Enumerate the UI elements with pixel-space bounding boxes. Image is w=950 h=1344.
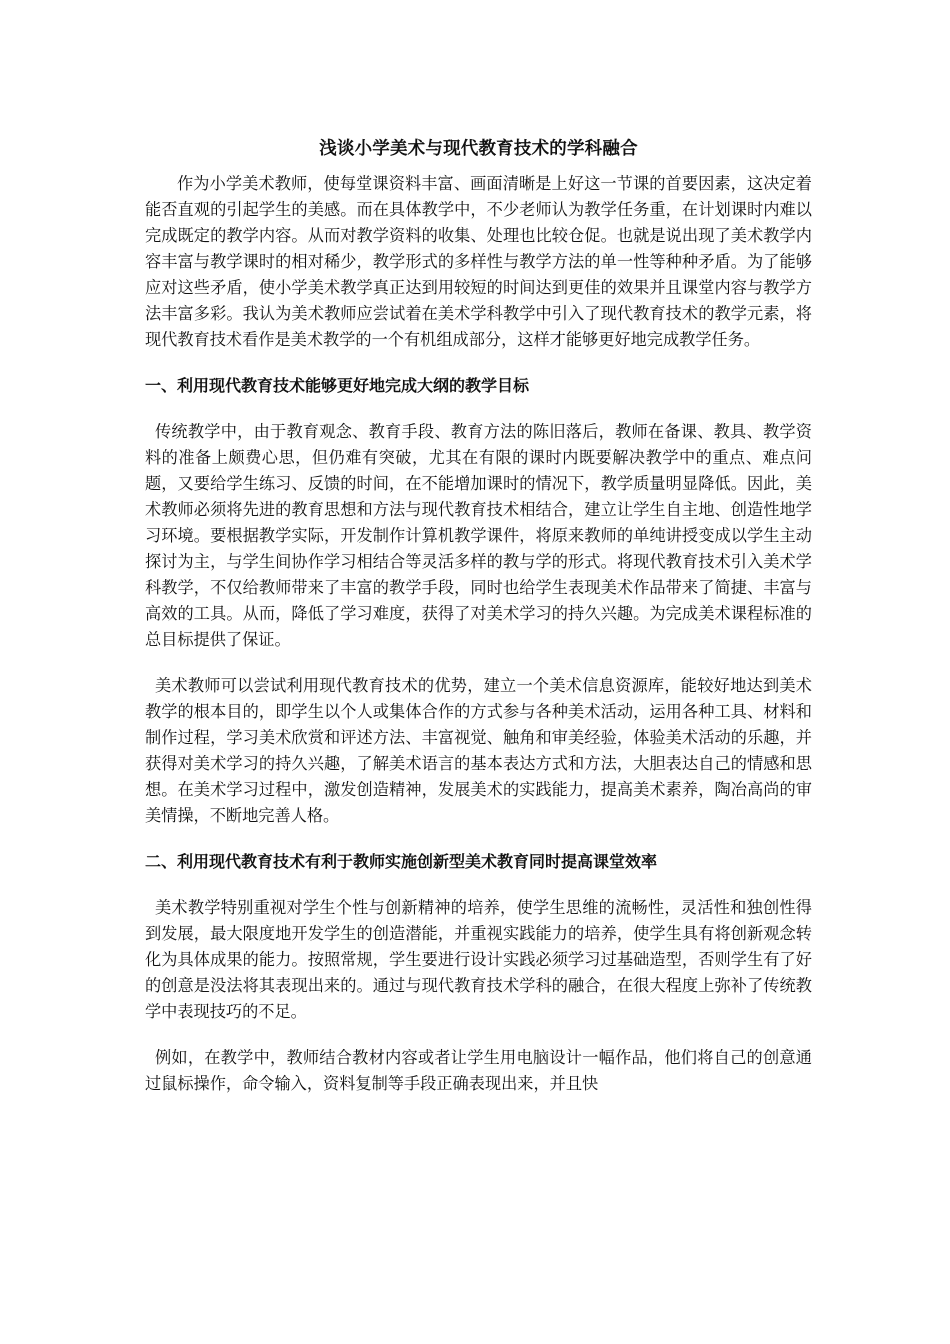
- section-1-heading: 一、利用现代教育技术能够更好地完成大纲的教学目标: [145, 376, 530, 395]
- document-title: 浅谈小学美术与现代教育技术的学科融合: [319, 139, 638, 159]
- section-2-paragraph-2: 例如，在教学中，教师结合教材内容或者让学生用电脑设计一幅作品，他们将自己的创意通过鼠标操作，命令输入，资料复制等手段正确表现出来，并且快: [145, 1048, 812, 1093]
- section-1-paragraph-2: 美术教师可以尝试利用现代教育技术的优势，建立一个美术信息资源库，能较好地达到美术教学的根本目的，即学生以个人或集体合作的方式参与各种美术活动，运用各种工具、材料和制作过程，学习美术欣赏和评述方法、丰富视觉、触角和审美经验，体验美术活动的乐趣，并获得对美术学习的持久兴趣，了解美术语言的基本表达方式和方法，大胆表达自己的情感和思想。在美术学习过程中，激发创造精神，发展美术的实践能力，提高美术素养，陶冶高尚的审美情操，不断地完善人格。: [145, 676, 812, 825]
- intro-paragraph: 作为小学美术教师，使每堂课资料丰富、画面清晰是上好这一节课的首要因素，这决定着能否直观的引起学生的美感。而在具体教学中，不少老师认为教学任务重，在计划课时内难以完成既定的教学内容。从而对教学资料的收集、处理也比较仓促。也就是说出现了美术教学内容丰富与教学课时的相对稀少，教学形式的多样性与教学方法的单一性等种种矛盾。为了能够应对这些矛盾，使小学美术教学真正达到用较短的时间达到更佳的效果并且课堂内容与教学方法丰富多彩。我认为美术教师应尝试着在美术学科教学中引入了现代教育技术的教学元素，将现代教育技术看作是美术教学的一个有机组成部分，这样才能够更好地完成教学任务。: [145, 174, 812, 349]
- section-2-paragraph-1: 美术教学特别重视对学生个性与创新精神的培养，使学生思维的流畅性，灵活性和独创性得到发展，最大限度地开发学生的创造潜能，并重视实践能力的培养，使学生具有将创新观念转化为具体成果的能力。按照常规，学生要进行设计实践必须学习过基础造型，否则学生有了好的创意是没法将其表现出来的。通过与现代教育技术学科的融合，在很大程度上弥补了传统教学中表现技巧的不足。: [145, 898, 812, 1021]
- section-2-heading: 二、利用现代教育技术有利于教师实施创新型美术教育同时提高课堂效率: [145, 852, 658, 871]
- section-1-paragraph-1: 传统教学中，由于教育观念、教育手段、教育方法的陈旧落后，教师在备课、教具、教学资料的准备上颇费心思，但仍难有突破，尤其在有限的课时内既要解决教学中的重点、难点问题，又要给学生练习、反馈的时间，在不能增加课时的情况下，教学质量明显降低。因此，美术教师必须将先进的教育思想和方法与现代教育技术相结合，建立让学生自主地、创造性地学习环境。要根据教学实际，开发制作计算机教学课件，将原来教师的单纯讲授变成以学生主动探讨为主，与学生间协作学习相结合等灵活多样的教与学的形式。将现代教育技术引入美术学科教学，不仅给教师带来了丰富的教学手段，同时也给学生表现美术作品带来了简捷、丰富与高效的工具。从而，降低了学习难度，获得了对美术学习的持久兴趣。为完成美术课程标准的总目标提供了保证。: [145, 422, 812, 649]
- document-body: [145, 135, 812, 1097]
